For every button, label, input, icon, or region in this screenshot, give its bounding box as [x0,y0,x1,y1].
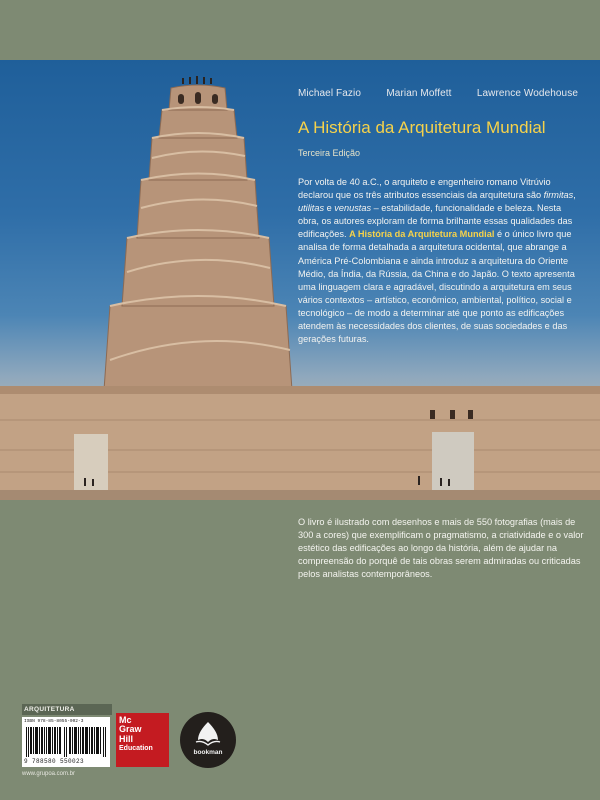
bookman-label: bookman [193,749,223,756]
blurb-latin-term: utilitas [298,203,325,214]
blurb-latin-term: firmitas [543,190,574,201]
illustrations-paragraph: O livro é ilustrado com desenhos e mais de 550 fotografias (mais de 300 a cores) que exemplificam o pragmatismo, a criatividade e o valor estético das edificações ao longo da história, além de ajudar na compreensão do porquê de tais obras serem admiradas ou criticadas pelos analistas contemporâneos. [298,517,584,580]
logo-text: Hill [119,733,134,744]
logo-text: Mc [119,715,132,725]
barcode-bars [26,727,106,757]
blurb-latin-term: venustas [334,203,372,214]
isbn-text: ISBN 978-85-8055-002-3 [24,719,84,724]
blurb-text: é o único livro que analisa de forma detalhada a arquitetura ocidental, que abrange a América Pré-Colombiana e ainda introduz a arquitetura do Oriente Médio, da Índia, da Rússia, da China e do Japão. O texto apresenta uma linguagem clara e agradável, discutindo a arquitetura em seus vários contextos – artístico, econômico, ambiental, político, social e tecnológico – de modo a determinar até que ponto as edificações atendem às necessidades dos clientes, de suas sociedades e das gerações futuras. [298,229,575,345]
edition-label: Terceira Edição [298,148,361,158]
blurb-title-highlight: A História da Arquitetura Mundial [349,229,495,240]
logo-text: Graw [119,724,142,735]
bookman-logo [180,712,236,768]
book-icon [180,712,236,768]
blurb-text: Por volta de 40 a.C., o arquiteto e engenheiro romano Vitrúvio declarou que os três atributos essenciais da arquitetura são [298,177,551,201]
logo-text: Education [119,745,153,753]
mcgraw-hill-logo [116,713,169,767]
author-list [298,88,578,99]
book-title: A História da Arquitetura Mundial [298,118,546,137]
author-name: Marian Moffett [386,88,452,99]
publisher-url[interactable]: www.grupoa.com.br [22,771,76,777]
ean-number: 9 788580 550023 [24,758,85,765]
author-name: Lawrence Wodehouse [476,88,578,99]
category-label: ARQUITETURA [22,704,112,715]
barcode [22,717,110,767]
description-paragraph [298,176,584,346]
blurb-text: , [573,190,576,201]
blurb-text: e [324,203,335,214]
author-name: Michael Fazio [298,88,361,99]
blurb-text: – estabilidade, funcionalidade e beleza. Nesta obra, os autores exploram de forma brilhante essas qualidades das edificações. [298,203,573,240]
